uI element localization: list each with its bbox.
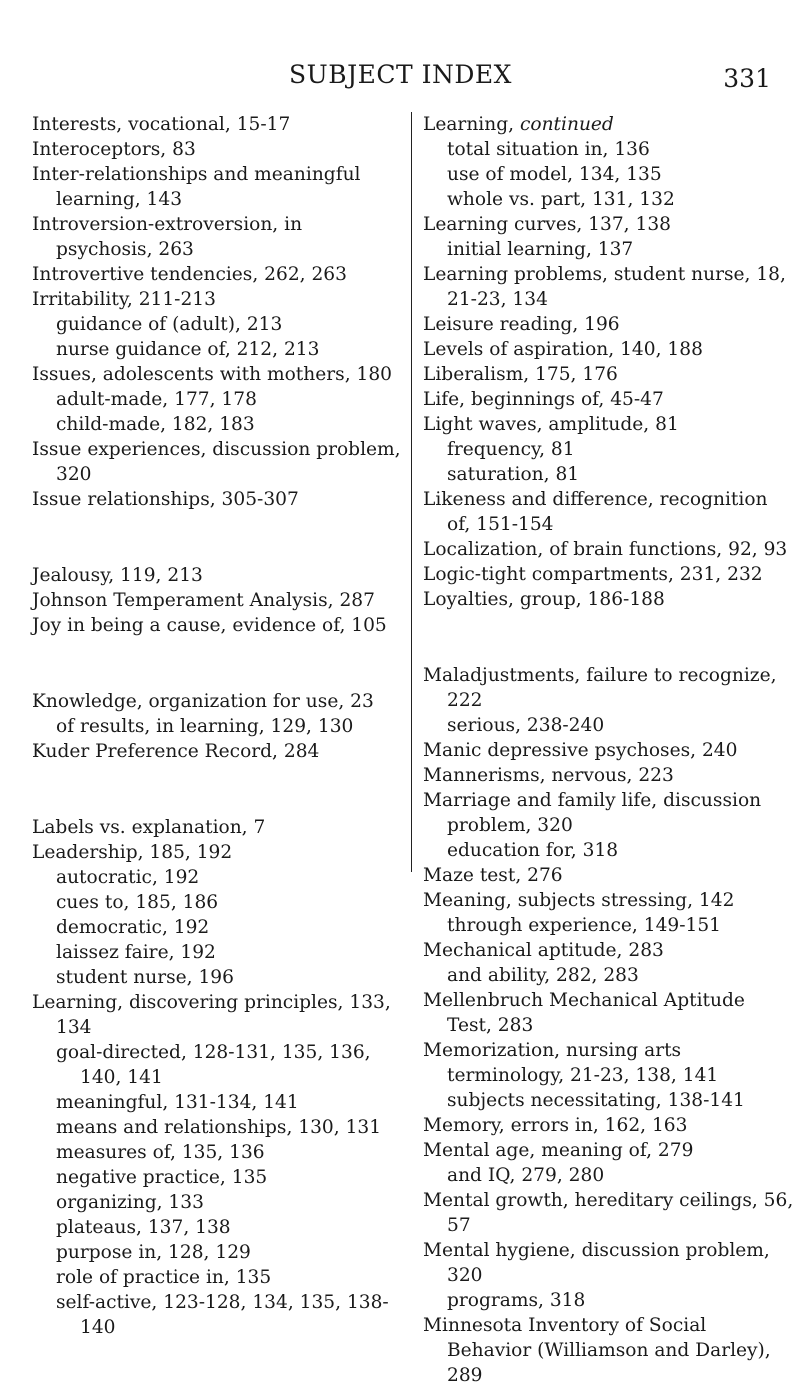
index-subentry: organizing, 133 — [56, 1192, 204, 1213]
index-subentry: and IQ, 279, 280 — [447, 1165, 605, 1186]
index-subentry: total situation in, 136 — [447, 139, 650, 160]
index-entry: Likeness and difference, recognition of, 151-154 — [423, 489, 768, 535]
index-subentry: of results, in learning, 129, 130 — [56, 716, 354, 737]
group-spacer — [32, 638, 404, 689]
index-subentry: education for, 318 — [447, 840, 619, 861]
index-subentry: democratic, 192 — [56, 917, 210, 938]
index-subentry: subjects necessitating, 138-141 — [447, 1090, 745, 1111]
index-entry: Maladjustments, failure to recognize, 222 — [423, 665, 777, 711]
index-subentry: child-made, 182, 183 — [56, 414, 255, 435]
index-subentry: initial learning, 137 — [447, 239, 634, 260]
index-entry: Maze test, 276 — [423, 865, 563, 886]
index-subentry: negative practice, 135 — [56, 1167, 268, 1188]
index-group-k — [32, 689, 404, 764]
index-subentry: meaningful, 131-134, 141 — [56, 1092, 299, 1113]
index-entry: Learning problems, student nurse, 18, 21-23, 134 — [423, 264, 786, 310]
index-subentry: programs, 318 — [447, 1290, 586, 1311]
index-subentry: role of practice in, 135 — [56, 1267, 272, 1288]
index-entry: Labels vs. explanation, 7 — [32, 817, 266, 838]
index-entry: Life, beginnings of, 45-47 — [423, 389, 664, 410]
index-entry: Mental hygiene, discussion problem, 320 — [423, 1240, 770, 1286]
page-title: SUBJECT INDEX — [289, 60, 512, 89]
index-entry: Manic depressive psychoses, 240 — [423, 740, 738, 761]
left-column — [32, 112, 404, 1340]
index-entry: Minnesota Inventory of Social Behavior (Williamson and Darley), 289 — [423, 1315, 771, 1386]
index-entry: Levels of aspiration, 140, 188 — [423, 339, 703, 360]
index-entry: Mental growth, hereditary ceilings, 56, 57 — [423, 1190, 794, 1236]
index-group-l-continued — [423, 137, 795, 612]
index-group-i — [32, 112, 404, 512]
index-subentry: purpose in, 128, 129 — [56, 1242, 251, 1263]
index-entry: Mental age, meaning of, 279 — [423, 1140, 694, 1161]
group-spacer — [32, 764, 404, 815]
page-number: 331 — [723, 64, 771, 93]
index-entry: Meaning, subjects stressing, 142 — [423, 890, 735, 911]
index-entry: Interoceptors, 83 — [32, 139, 196, 160]
index-subentry: and ability, 282, 283 — [447, 965, 639, 986]
index-entry: Logic-tight compartments, 231, 232 — [423, 564, 763, 585]
index-entry: Localization, of brain functions, 92, 93 — [423, 539, 788, 560]
index-entry: Learning curves, 137, 138 — [423, 214, 671, 235]
index-entry: Irritability, 211-213 — [32, 289, 216, 310]
index-entry: Joy in being a cause, evidence of, 105 — [32, 615, 387, 636]
index-subentry: plateaus, 137, 138 — [56, 1217, 231, 1238]
index-entry: Leisure reading, 196 — [423, 314, 620, 335]
index-group-l — [32, 815, 404, 1340]
page-header — [0, 60, 801, 100]
index-subentry: whole vs. part, 131, 132 — [447, 189, 675, 210]
index-subentry: adult-made, 177, 178 — [56, 389, 257, 410]
index-entry: Mellenbruch Mechanical Aptitude Test, 283 — [423, 990, 745, 1036]
index-entry: Mechanical aptitude, 283 — [423, 940, 664, 961]
continued-label: continued — [519, 114, 614, 135]
index-subentry: cues to, 185, 186 — [56, 892, 219, 913]
index-entry: Introversion-extroversion, in psychosis, 263 — [32, 214, 303, 260]
index-subentry: autocratic, 192 — [56, 867, 200, 888]
index-entry: Mannerisms, nervous, 223 — [423, 765, 674, 786]
index-group-m — [423, 663, 795, 1388]
index-subentry: goal-directed, 128-131, 135, 136, 140, 141 — [56, 1042, 371, 1088]
index-entry: Light waves, amplitude, 81 — [423, 414, 679, 435]
index-subentry: use of model, 134, 135 — [447, 164, 662, 185]
index-subentry: through experience, 149-151 — [447, 915, 722, 936]
group-spacer — [32, 512, 404, 563]
index-entry: Memorization, nursing arts terminology, 21-23, 138, 141 — [423, 1040, 719, 1086]
index-entry: Memory, errors in, 162, 163 — [423, 1115, 688, 1136]
index-entry: Marriage and family life, discussion problem, 320 — [423, 790, 762, 836]
index-entry: Learning, discovering principles, 133, 134 — [32, 992, 391, 1038]
index-entry: Johnson Temperament Analysis, 287 — [32, 590, 375, 611]
index-subentry: self-active, 123-128, 134, 135, 138-140 — [56, 1292, 389, 1338]
index-entry: Issue relationships, 305-307 — [32, 489, 299, 510]
group-spacer — [423, 612, 795, 663]
index-entry: Interests, vocational, 15-17 — [32, 114, 291, 135]
column-divider — [411, 112, 412, 872]
continued-head: Learning, — [423, 114, 515, 135]
index-subentry: guidance of (adult), 213 — [56, 314, 283, 335]
index-subentry: measures of, 135, 136 — [56, 1142, 265, 1163]
index-entry: Kuder Preference Record, 284 — [32, 741, 320, 762]
index-subentry: saturation, 81 — [447, 464, 580, 485]
index-subentry: nurse guidance of, 212, 213 — [56, 339, 320, 360]
index-subentry: student nurse, 196 — [56, 967, 234, 988]
right-column — [423, 112, 795, 1388]
index-group-j — [32, 563, 404, 638]
index-subentry: means and relationships, 130, 131 — [56, 1117, 382, 1138]
index-subentry: frequency, 81 — [447, 439, 575, 460]
index-entry: Knowledge, organization for use, 23 — [32, 691, 374, 712]
index-entry: Jealousy, 119, 213 — [32, 565, 203, 586]
index-entry: Loyalties, group, 186-188 — [423, 589, 665, 610]
index-subentry: laissez faire, 192 — [56, 942, 216, 963]
index-entry: Inter-relationships and meaningful learning, 143 — [32, 164, 361, 210]
index-entry-continued — [423, 112, 795, 137]
index-entry: Issues, adolescents with mothers, 180 — [32, 364, 392, 385]
index-entry: Issue experiences, discussion problem, 320 — [32, 439, 401, 485]
index-subentry: serious, 238-240 — [447, 715, 605, 736]
index-entry: Introvertive tendencies, 262, 263 — [32, 264, 347, 285]
index-entry: Liberalism, 175, 176 — [423, 364, 618, 385]
index-entry: Leadership, 185, 192 — [32, 842, 233, 863]
